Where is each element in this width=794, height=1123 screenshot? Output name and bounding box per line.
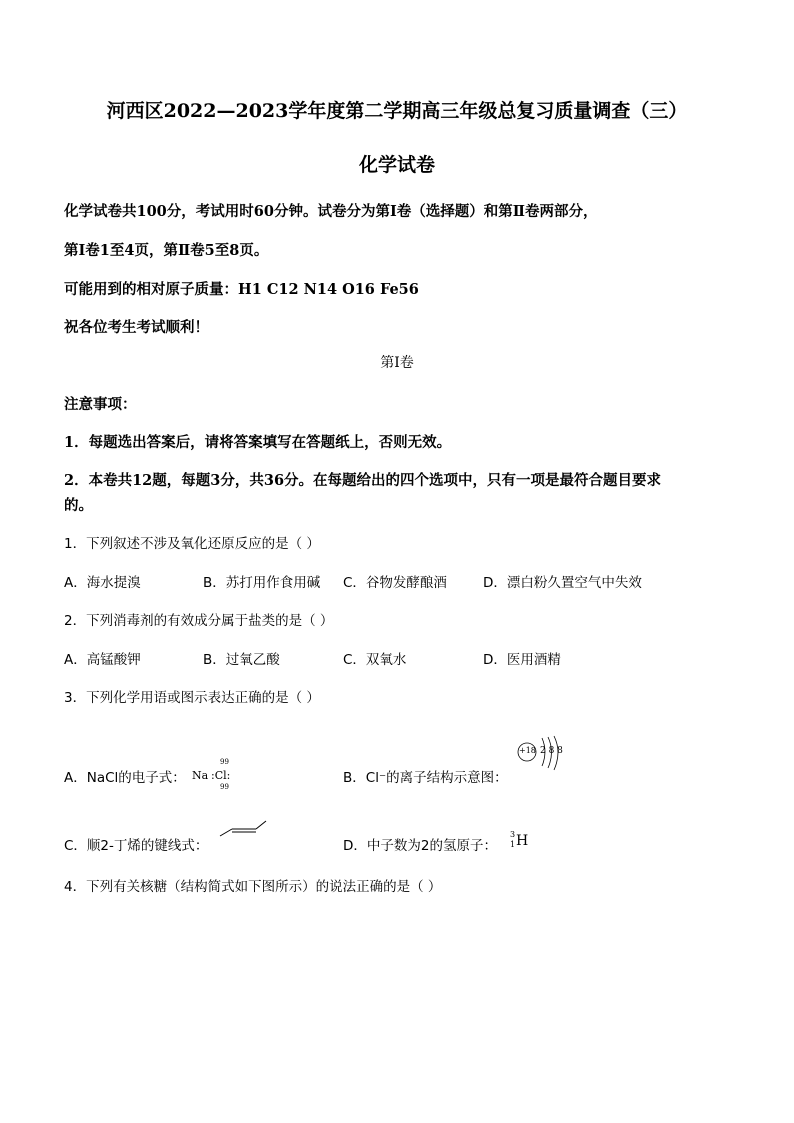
q2-option-c: C．双氧水 [343, 652, 407, 668]
exam-title: 河西区2022—2023学年度第二学期高三年级总复习质量调查（三） [106, 100, 688, 122]
section-title: 第Ⅰ卷 [380, 355, 414, 371]
question-3-stem: 3．下列化学用语或图示表达正确的是（ ） [64, 690, 320, 706]
q1-option-a: A．海水提溴 [64, 575, 141, 591]
q2-option-a: A．高锰酸钾 [64, 652, 141, 668]
q2-option-b: B．过氧乙酸 [203, 652, 280, 668]
question-4-stem: 4．下列有关核糖（结构简式如下图所示）的说法正确的是（ ） [64, 879, 442, 895]
question-1-stem: 1．下列叙述不涉及氧化还原反应的是（ ） [64, 536, 320, 552]
ion-structure-svg [516, 734, 566, 780]
hydrogen-isotope-notation [510, 830, 534, 854]
cl-dots-top: 99 [220, 758, 229, 766]
ion-nucleus-label: +18 [519, 746, 536, 755]
q3-option-a: A．NaCl的电子式： [64, 770, 186, 786]
notice-1: 1．每题选出答案后，请将答案填写在答题纸上，否则无效。 [64, 434, 452, 451]
na-symbol: Na [192, 769, 209, 782]
cl-symbol: :Cl: [211, 769, 231, 782]
intro-line-1: 化学试卷共100分，考试用时60分钟。试卷分为第Ⅰ卷（选择题）和第Ⅱ卷两部分， [64, 203, 598, 220]
isotope-atomic-number: 1 [510, 840, 516, 849]
chloride-ion-diagram [516, 734, 566, 780]
q3-option-b: B．Cl⁻的离子结构示意图： [343, 770, 508, 786]
intro-line-2: 第Ⅰ卷1至4页，第Ⅱ卷5至8页。 [64, 242, 269, 259]
q3-option-d: D．中子数为2的氢原子： [343, 838, 497, 854]
q1-option-d: D．漂白粉久置空气中失效 [483, 575, 642, 591]
question-2-stem: 2．下列消毒剂的有效成分属于盐类的是（ ） [64, 613, 334, 629]
q1-option-c: C．谷物发酵酿酒 [343, 575, 447, 591]
intro-line-3: 可能用到的相对原子质量：H1 C12 N14 O16 Fe56 [64, 281, 419, 298]
cis-2-butene-skeletal-formula [218, 818, 268, 840]
isotope-mass-number: 3 [510, 830, 516, 839]
isotope-symbol: H [516, 833, 529, 849]
ion-shells-label: 2 8 8 [540, 746, 563, 756]
intro-line-4: 祝各位考生考试顺利！ [64, 319, 209, 336]
exam-subtitle: 化学试卷 [358, 154, 435, 176]
butene-svg [218, 818, 268, 840]
q1-option-b: B．苏打用作食用碱 [203, 575, 321, 591]
q2-option-d: D．医用酒精 [483, 652, 561, 668]
notice-title: 注意事项： [64, 396, 137, 413]
notice-2b: 的。 [64, 497, 93, 514]
q3-option-c: C．顺2-丁烯的键线式： [64, 838, 209, 854]
notice-2a: 2．本卷共12题，每题3分，共36分。在每题给出的四个选项中，只有一项是最符合题目要求 [64, 472, 662, 489]
cl-dots-bottom: 99 [220, 783, 229, 791]
